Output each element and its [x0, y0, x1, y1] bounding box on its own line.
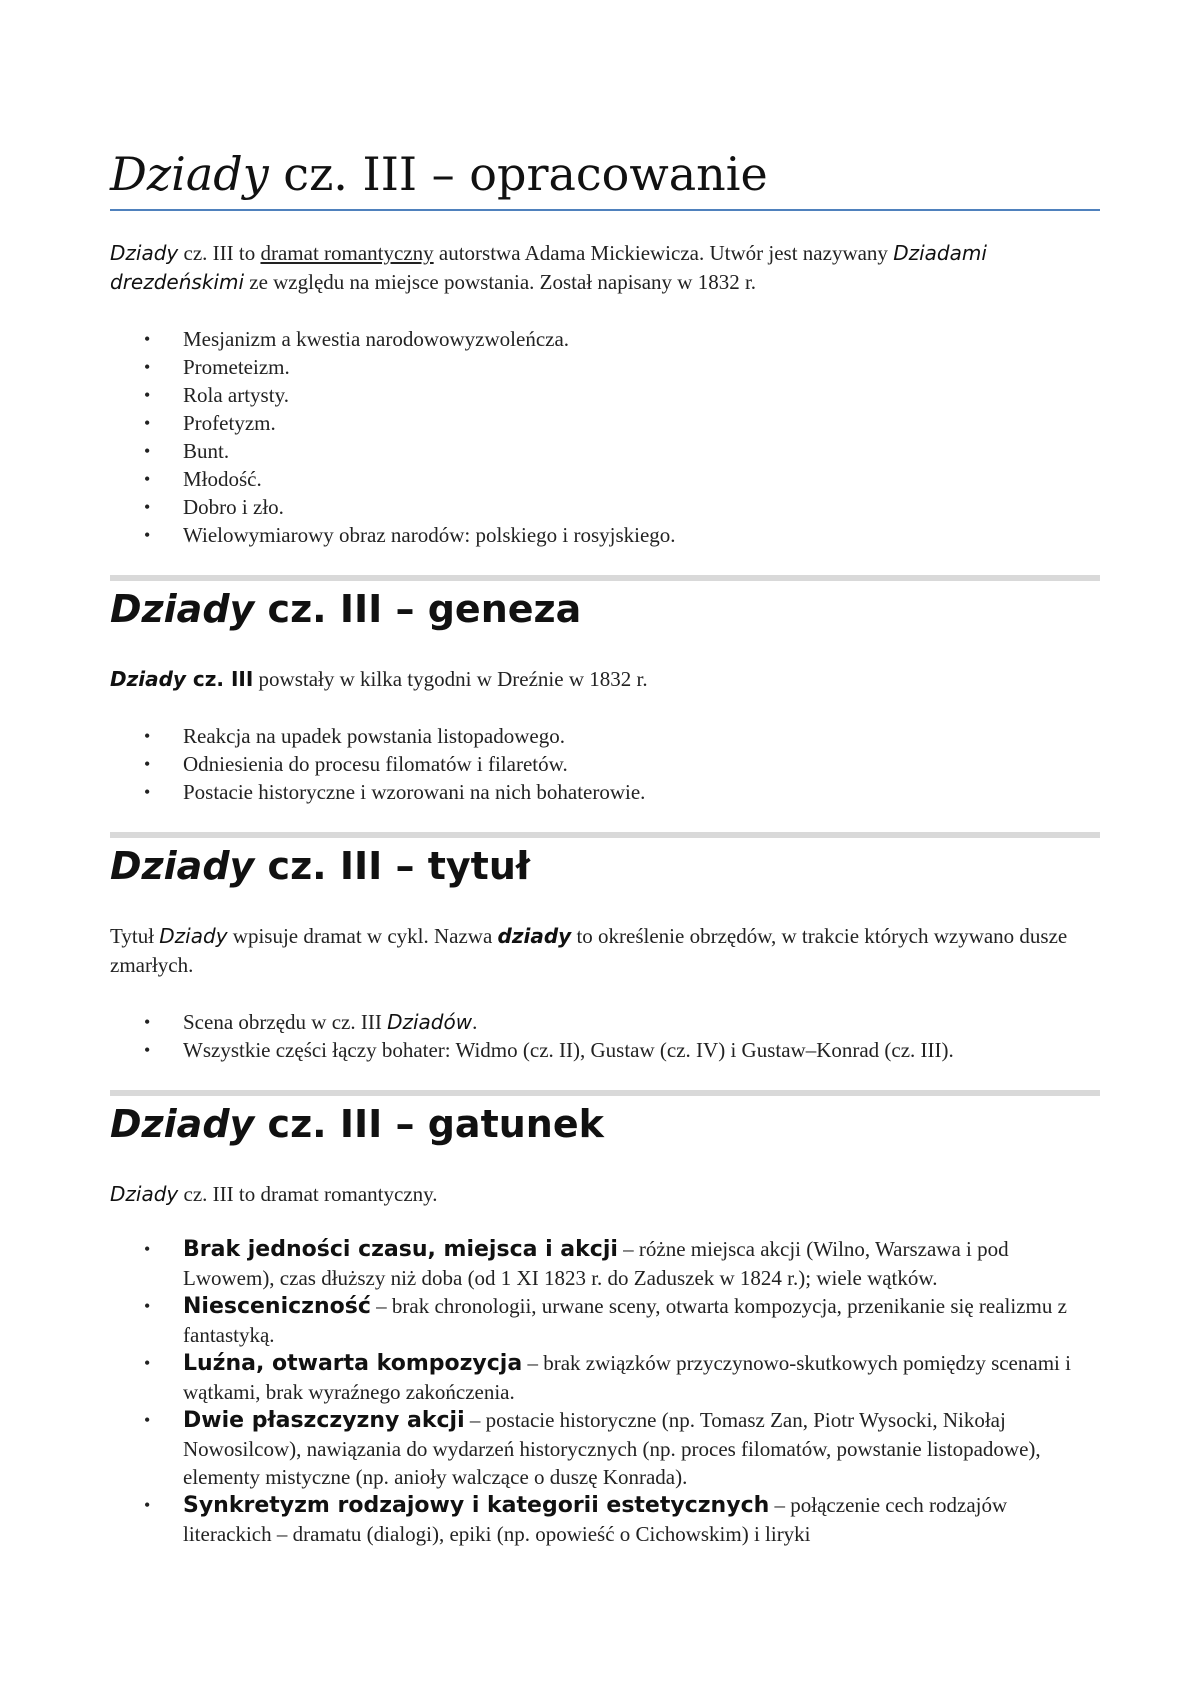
list-item-text: Scena obrzędu w cz. III: [183, 1010, 388, 1034]
list-item-term: Niesceniczność: [183, 1294, 371, 1319]
intro-paragraph: [110, 239, 1100, 297]
bullet-icon: •: [144, 385, 151, 405]
list-item-desc: – połączenie cech rodzajów literackich – dramatu (dialogi), epiki (np. opowieść o Cichowskim) i liryki: [183, 1493, 1008, 1546]
bullet-icon: •: [144, 1040, 151, 1060]
list-item-end: .: [472, 1010, 478, 1034]
geneza-bold-part: cz. III: [185, 667, 254, 691]
bullet-icon: •: [144, 726, 151, 746]
list-item: [110, 465, 1100, 493]
title-italic: Dziady: [110, 147, 269, 201]
list-item-text: Odniesienia do procesu filomatów i filaretów.: [183, 752, 568, 776]
bullet-icon: •: [144, 782, 151, 802]
bullet-icon: •: [144, 1239, 151, 1259]
section-heading-gatunek: [110, 1096, 1100, 1152]
geneza-paragraph: [110, 665, 1100, 694]
list-item: [110, 1349, 1100, 1406]
bullet-icon: •: [144, 1353, 151, 1373]
heading-rest: cz. III – gatunek: [254, 1102, 604, 1146]
bullet-icon: •: [144, 357, 151, 377]
section-geneza: [110, 575, 1100, 637]
list-item-desc: – brak chronologii, urwane sceny, otwarta kompozycja, przenikanie się realizmu z fantastyką.: [183, 1294, 1067, 1347]
bullet-icon: •: [144, 1296, 151, 1316]
heading-italic: Dziady: [110, 1102, 255, 1146]
list-item-text: Wielowymiarowy obraz narodów: polskiego i rosyjskiego.: [183, 523, 676, 547]
dramat-romantyczny-link[interactable]: dramat romantyczny: [260, 241, 434, 265]
list-item-desc: – postacie historyczne (np. Tomasz Zan, Piotr Wysocki, Nikołaj Nowosilcow), nawiązania do wydarzeń historycznych (np. proces filomatów, powstanie listopadowe), elementy mistyczne (np. anioły walczące o duszę Konrada).: [183, 1408, 1041, 1489]
list-item: [110, 1406, 1100, 1491]
bullet-icon: •: [144, 469, 151, 489]
gatunek-work-title: Dziady: [110, 1182, 179, 1206]
bullet-icon: •: [144, 441, 151, 461]
tytul-paragraph: [110, 922, 1100, 980]
page-title: [110, 145, 1100, 211]
intro-text-1: cz. III to: [178, 241, 261, 265]
bullet-icon: •: [144, 497, 151, 517]
list-item: [110, 722, 1100, 750]
intro-text-2: autorstwa Adama Mickiewicza. Utwór jest nazywany: [433, 241, 894, 265]
tytul-text-1: Tytuł: [110, 924, 160, 948]
geneza-list: [110, 722, 1100, 806]
heading-rest: cz. III – geneza: [254, 587, 582, 631]
tytul-text-3: to określenie obrzędów, w trakcie których wzywano dusze zmarłych.: [110, 924, 1068, 977]
bullet-icon: •: [144, 329, 151, 349]
gatunek-paragraph: [110, 1180, 1100, 1209]
list-item-text: Młodość.: [183, 467, 262, 491]
list-item: [110, 1292, 1100, 1349]
list-item-term: Brak jedności czasu, miejsca i akcji: [183, 1237, 618, 1262]
list-item-term: Dwie płaszczyzny akcji: [183, 1408, 465, 1433]
tytul-work-title: Dziady: [159, 924, 228, 948]
tytul-text-2: wpisuje dramat w cykl. Nazwa: [227, 924, 498, 948]
list-item-text: Postacie historyczne i wzorowani na nich bohaterowie.: [183, 780, 646, 804]
list-item-text: Reakcja na upadek powstania listopadowego.: [183, 724, 565, 748]
list-item: [110, 325, 1100, 353]
list-item-text: Prometeizm.: [183, 355, 290, 379]
title-rest: cz. III – opracowanie: [268, 147, 768, 201]
geneza-work-title: Dziady: [110, 667, 186, 691]
list-item-text: Rola artysty.: [183, 383, 289, 407]
list-item: [110, 778, 1100, 806]
intro-text-3: ze względu na miejsce powstania. Został napisany w 1832 r.: [244, 270, 757, 294]
document-content: [110, 145, 1100, 1548]
list-item-italic: Dziadów: [387, 1010, 473, 1034]
list-item: [110, 437, 1100, 465]
gatunek-list: [110, 1235, 1100, 1548]
section-gatunek: [110, 1090, 1100, 1152]
heading-italic: Dziady: [110, 587, 255, 631]
list-item-text: Mesjanizm a kwestia narodowowyzwoleńcza.: [183, 327, 570, 351]
list-item: [110, 1036, 1100, 1064]
list-item: [110, 409, 1100, 437]
section-heading-geneza: [110, 581, 1100, 637]
heading-rest: cz. III – tytuł: [254, 844, 530, 888]
gatunek-text: cz. III to dramat romantyczny.: [178, 1182, 438, 1206]
list-item-text: Wszystkie części łączy bohater: Widmo (cz. II), Gustaw (cz. IV) i Gustaw–Konrad (cz. III).: [183, 1038, 954, 1062]
bullet-icon: •: [144, 754, 151, 774]
bullet-icon: •: [144, 1012, 151, 1032]
bullet-icon: •: [144, 1495, 151, 1515]
list-item-text: Dobro i zło.: [183, 495, 284, 519]
list-item: [110, 1235, 1100, 1292]
list-item-desc: – różne miejsca akcji (Wilno, Warszawa i pod Lwowem), czas dłuższy niż doba (od 1 XI 1823 r. do Zaduszek w 1824 r.); wiele wątków.: [183, 1237, 1009, 1290]
list-item: [110, 353, 1100, 381]
tytul-list: [110, 1008, 1100, 1064]
section-heading-tytul: [110, 838, 1100, 894]
bullet-icon: •: [144, 1410, 151, 1430]
list-item: [110, 750, 1100, 778]
tytul-term: dziady: [497, 924, 572, 948]
geneza-text: powstały w kilka tygodni w Dreźnie w 1832 r.: [253, 667, 648, 691]
intro-work-alt-title: Dziadami drezdeńskimi: [110, 241, 987, 294]
bullet-icon: •: [144, 525, 151, 545]
section-tytul: [110, 832, 1100, 894]
topics-list: [110, 325, 1100, 549]
list-item-term: Luźna, otwarta kompozycja: [183, 1351, 523, 1376]
intro-work-title: Dziady: [110, 241, 179, 265]
list-item: [110, 1008, 1100, 1036]
list-item-text: Profetyzm.: [183, 411, 276, 435]
list-item: [110, 1491, 1100, 1548]
list-item: [110, 381, 1100, 409]
list-item: [110, 521, 1100, 549]
list-item-desc: – brak związków przyczynowo-skutkowych pomiędzy scenami i wątkami, brak wyraźnego zakończenia.: [183, 1351, 1071, 1404]
list-item: [110, 493, 1100, 521]
list-item-term: Synkretyzm rodzajowy i kategorii estetycznych: [183, 1493, 770, 1518]
list-item-text: Bunt.: [183, 439, 230, 463]
bullet-icon: •: [144, 413, 151, 433]
heading-italic: Dziady: [110, 844, 255, 888]
